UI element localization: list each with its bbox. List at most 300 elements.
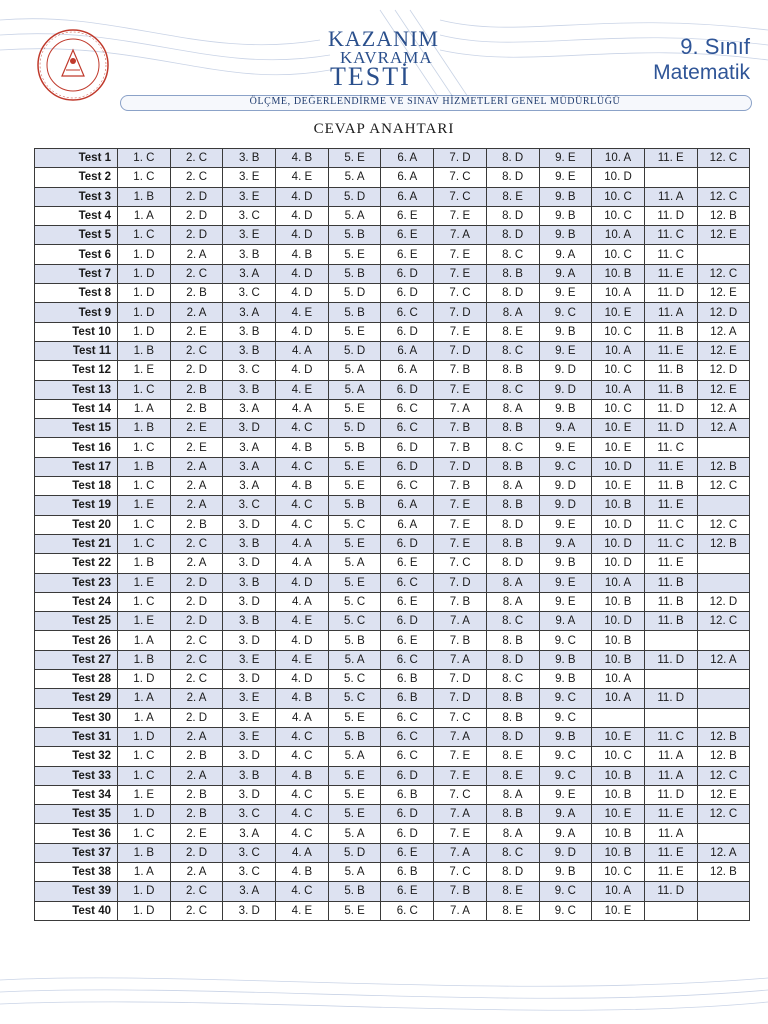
answer-cell: 9. C <box>539 689 592 708</box>
answer-cell: 4. D <box>276 226 329 245</box>
answer-cell: 4. E <box>276 650 329 669</box>
answer-cell: 11. B <box>644 322 697 341</box>
answer-cell: 3. E <box>223 689 276 708</box>
answer-cell: 2. B <box>170 515 223 534</box>
test-label-cell: Test 3 <box>35 187 118 206</box>
answer-cell: 2. A <box>170 496 223 515</box>
test-label-cell: Test 16 <box>35 438 118 457</box>
answer-cell: 6. B <box>381 785 434 804</box>
answer-cell: 12. D <box>697 361 750 380</box>
answer-cell: 7. E <box>434 515 487 534</box>
answer-cell <box>644 901 697 920</box>
answer-cell: 4. E <box>276 168 329 187</box>
answer-cell: 7. D <box>434 670 487 689</box>
answer-cell: 10. D <box>592 612 645 631</box>
test-label-cell: Test 2 <box>35 168 118 187</box>
answer-cell: 4. A <box>276 341 329 360</box>
table-row <box>35 380 750 399</box>
answer-cell: 7. A <box>434 805 487 824</box>
answer-cell: 10. B <box>592 496 645 515</box>
table-row <box>35 284 750 303</box>
answer-cell: 7. B <box>434 882 487 901</box>
test-label-cell: Test 11 <box>35 341 118 360</box>
answer-cell: 6. E <box>381 206 434 225</box>
answer-cell: 11. B <box>644 592 697 611</box>
answer-cell: 8. B <box>486 264 539 283</box>
answer-cell: 3. B <box>223 380 276 399</box>
answer-cell <box>697 670 750 689</box>
answer-cell: 1. D <box>118 303 171 322</box>
answer-cell: 6. C <box>381 650 434 669</box>
answer-cell: 12. C <box>697 515 750 534</box>
answer-cell: 7. E <box>434 264 487 283</box>
table-row <box>35 515 750 534</box>
answer-cell: 1. C <box>118 438 171 457</box>
table-row <box>35 689 750 708</box>
ministry-name: ÖLÇME, DEĞERLENDİRME VE SINAV HİZMETLERİ GENEL MÜDÜRLÜĞÜ <box>249 96 621 107</box>
answer-cell: 9. D <box>539 477 592 496</box>
answer-cell: 8. D <box>486 206 539 225</box>
answer-cell: 7. A <box>434 901 487 920</box>
answer-cell: 6. B <box>381 689 434 708</box>
answer-cell: 1. C <box>118 226 171 245</box>
answer-cell: 2. A <box>170 303 223 322</box>
answer-cell: 3. B <box>223 322 276 341</box>
answer-cell: 11. E <box>644 264 697 283</box>
answer-cell: 8. D <box>486 554 539 573</box>
test-label-cell: Test 27 <box>35 650 118 669</box>
answer-cell: 11. B <box>644 573 697 592</box>
answer-cell: 7. C <box>434 862 487 881</box>
answer-cell: 3. C <box>223 496 276 515</box>
answer-cell: 3. D <box>223 631 276 650</box>
answer-cell: 1. E <box>118 573 171 592</box>
answer-cell: 3. D <box>223 515 276 534</box>
test-label-cell: Test 37 <box>35 843 118 862</box>
answer-cell: 3. C <box>223 862 276 881</box>
answer-cell: 9. C <box>539 901 592 920</box>
answer-cell <box>697 882 750 901</box>
answer-cell: 2. C <box>170 882 223 901</box>
answer-cell: 9. D <box>539 496 592 515</box>
test-label-cell: Test 13 <box>35 380 118 399</box>
answer-cell: 6. D <box>381 284 434 303</box>
answer-cell: 9. C <box>539 882 592 901</box>
answer-cell: 2. E <box>170 824 223 843</box>
answer-cell: 8. B <box>486 534 539 553</box>
answer-cell: 4. D <box>276 206 329 225</box>
answer-cell: 3. A <box>223 457 276 476</box>
test-label-cell: Test 6 <box>35 245 118 264</box>
table-row <box>35 805 750 824</box>
answer-cell: 3. A <box>223 882 276 901</box>
answer-cell <box>697 168 750 187</box>
table-row <box>35 187 750 206</box>
answer-cell: 8. D <box>486 168 539 187</box>
answer-cell: 2. D <box>170 187 223 206</box>
answer-cell: 11. D <box>644 689 697 708</box>
answer-cell: 10. A <box>592 882 645 901</box>
answer-cell: 10. C <box>592 322 645 341</box>
answer-cell: 9. B <box>539 727 592 746</box>
answer-cell: 6. E <box>381 245 434 264</box>
answer-cell: 12. B <box>697 727 750 746</box>
answer-cell: 11. D <box>644 206 697 225</box>
answer-cell: 1. D <box>118 245 171 264</box>
answer-cell: 6. C <box>381 727 434 746</box>
answer-cell: 10. D <box>592 457 645 476</box>
table-row <box>35 226 750 245</box>
answer-cell: 7. E <box>434 206 487 225</box>
answer-cell: 4. A <box>276 399 329 418</box>
answer-cell: 9. A <box>539 534 592 553</box>
answer-cell: 8. A <box>486 824 539 843</box>
answer-cell: 12. A <box>697 650 750 669</box>
answer-cell: 2. D <box>170 612 223 631</box>
test-label-cell: Test 14 <box>35 399 118 418</box>
answer-cell: 3. D <box>223 747 276 766</box>
answer-cell: 8. C <box>486 843 539 862</box>
answer-cell: 3. D <box>223 785 276 804</box>
answer-cell <box>697 824 750 843</box>
answer-cell: 2. A <box>170 727 223 746</box>
answer-cell: 1. C <box>118 534 171 553</box>
answer-cell: 11. D <box>644 650 697 669</box>
answer-cell: 11. E <box>644 843 697 862</box>
answer-cell: 2. D <box>170 708 223 727</box>
answer-cell: 1. D <box>118 901 171 920</box>
answer-cell: 1. A <box>118 862 171 881</box>
answer-cell: 10. B <box>592 631 645 650</box>
answer-cell: 12. E <box>697 341 750 360</box>
answer-cell: 6. C <box>381 419 434 438</box>
answer-cell: 11. D <box>644 399 697 418</box>
answer-cell: 7. B <box>434 419 487 438</box>
answer-cell: 4. C <box>276 727 329 746</box>
answer-cell: 1. E <box>118 612 171 631</box>
answer-cell: 5. E <box>328 708 381 727</box>
answer-cell: 1. D <box>118 264 171 283</box>
answer-cell: 2. C <box>170 901 223 920</box>
answer-cell: 4. C <box>276 496 329 515</box>
answer-cell: 11. E <box>644 496 697 515</box>
answer-cell: 6. E <box>381 226 434 245</box>
answer-key-table <box>34 148 750 921</box>
test-label-cell: Test 22 <box>35 554 118 573</box>
answer-cell: 6. D <box>381 264 434 283</box>
answer-cell: 5. B <box>328 438 381 457</box>
answer-cell: 2. C <box>170 341 223 360</box>
test-label-cell: Test 34 <box>35 785 118 804</box>
answer-cell: 9. B <box>539 862 592 881</box>
answer-cell: 12. C <box>697 477 750 496</box>
answer-cell: 3. B <box>223 573 276 592</box>
answer-cell: 10. B <box>592 785 645 804</box>
answer-cell: 9. C <box>539 457 592 476</box>
answer-cell: 8. C <box>486 341 539 360</box>
answer-cell: 5. D <box>328 284 381 303</box>
answer-cell: 2. E <box>170 322 223 341</box>
answer-cell: 9. B <box>539 554 592 573</box>
answer-cell: 9. A <box>539 264 592 283</box>
answer-cell: 4. D <box>276 361 329 380</box>
answer-cell: 3. D <box>223 670 276 689</box>
answer-cell: 4. B <box>276 689 329 708</box>
answer-cell: 7. A <box>434 399 487 418</box>
answer-cell: 8. A <box>486 303 539 322</box>
answer-cell: 3. D <box>223 592 276 611</box>
answer-cell: 9. A <box>539 824 592 843</box>
answer-cell: 6. D <box>381 380 434 399</box>
answer-cell: 6. A <box>381 361 434 380</box>
answer-cell: 5. D <box>328 419 381 438</box>
answer-cell: 5. E <box>328 766 381 785</box>
answer-cell: 3. A <box>223 399 276 418</box>
answer-cell: 10. C <box>592 862 645 881</box>
answer-cell: 5. E <box>328 149 381 168</box>
answer-cell: 3. C <box>223 805 276 824</box>
answer-cell: 10. D <box>592 554 645 573</box>
answer-cell: 8. C <box>486 380 539 399</box>
test-label-cell: Test 25 <box>35 612 118 631</box>
answer-cell: 4. E <box>276 901 329 920</box>
answer-cell: 7. B <box>434 438 487 457</box>
answer-cell: 10. E <box>592 438 645 457</box>
answer-cell: 9. E <box>539 284 592 303</box>
answer-cell: 3. B <box>223 534 276 553</box>
answer-cell: 1. B <box>118 187 171 206</box>
answer-cell: 11. A <box>644 747 697 766</box>
answer-key-body <box>35 149 750 921</box>
answer-cell: 9. B <box>539 226 592 245</box>
answer-cell: 8. C <box>486 612 539 631</box>
answer-cell <box>697 631 750 650</box>
answer-cell: 8. E <box>486 901 539 920</box>
answer-cell: 11. E <box>644 862 697 881</box>
test-label-cell: Test 30 <box>35 708 118 727</box>
answer-cell: 10. E <box>592 901 645 920</box>
answer-cell: 7. D <box>434 457 487 476</box>
answer-cell: 9. B <box>539 650 592 669</box>
answer-cell: 12. D <box>697 303 750 322</box>
answer-cell: 3. A <box>223 303 276 322</box>
answer-cell: 11. B <box>644 380 697 399</box>
page-title: CEVAP ANAHTARI <box>313 121 455 137</box>
answer-cell: 3. C <box>223 284 276 303</box>
answer-cell: 4. A <box>276 534 329 553</box>
answer-cell <box>644 708 697 727</box>
answer-cell: 1. A <box>118 206 171 225</box>
answer-cell: 1. C <box>118 515 171 534</box>
answer-cell: 7. A <box>434 650 487 669</box>
answer-cell: 12. C <box>697 612 750 631</box>
answer-cell: 8. B <box>486 631 539 650</box>
answer-cell: 9. E <box>539 785 592 804</box>
answer-cell: 8. A <box>486 592 539 611</box>
answer-cell <box>697 554 750 573</box>
answer-cell: 1. C <box>118 380 171 399</box>
answer-cell: 12. A <box>697 399 750 418</box>
answer-cell: 9. A <box>539 245 592 264</box>
answer-cell <box>644 168 697 187</box>
answer-cell: 7. E <box>434 534 487 553</box>
test-label-cell: Test 38 <box>35 862 118 881</box>
answer-cell: 4. B <box>276 149 329 168</box>
answer-cell: 2. C <box>170 149 223 168</box>
answer-cell: 5. B <box>328 727 381 746</box>
test-label-cell: Test 28 <box>35 670 118 689</box>
answer-cell: 9. B <box>539 322 592 341</box>
answer-cell: 4. A <box>276 554 329 573</box>
answer-cell: 12. E <box>697 284 750 303</box>
answer-cell: 2. E <box>170 419 223 438</box>
answer-cell: 6. A <box>381 187 434 206</box>
answer-cell: 5. E <box>328 322 381 341</box>
answer-cell: 10. B <box>592 264 645 283</box>
test-label-cell: Test 26 <box>35 631 118 650</box>
table-row <box>35 206 750 225</box>
answer-cell: 2. A <box>170 689 223 708</box>
answer-cell: 2. D <box>170 206 223 225</box>
answer-cell: 1. B <box>118 843 171 862</box>
answer-cell: 4. B <box>276 245 329 264</box>
table-row <box>35 341 750 360</box>
test-label-cell: Test 36 <box>35 824 118 843</box>
answer-cell: 1. B <box>118 419 171 438</box>
answer-cell: 4. C <box>276 419 329 438</box>
answer-cell: 2. A <box>170 554 223 573</box>
answer-cell: 4. C <box>276 457 329 476</box>
table-row <box>35 708 750 727</box>
answer-cell: 12. C <box>697 187 750 206</box>
test-label-cell: Test 17 <box>35 457 118 476</box>
answer-cell: 1. D <box>118 805 171 824</box>
answer-cell: 5. B <box>328 226 381 245</box>
answer-cell: 8. B <box>486 361 539 380</box>
answer-cell: 4. C <box>276 747 329 766</box>
answer-cell: 10. A <box>592 226 645 245</box>
answer-cell: 2. D <box>170 592 223 611</box>
table-row <box>35 824 750 843</box>
answer-cell: 5. E <box>328 534 381 553</box>
answer-cell: 2. C <box>170 264 223 283</box>
answer-cell: 2. D <box>170 573 223 592</box>
answer-cell: 1. C <box>118 168 171 187</box>
answer-cell <box>697 438 750 457</box>
answer-cell: 1. B <box>118 554 171 573</box>
grade-subject-block <box>653 34 750 86</box>
answer-cell: 10. E <box>592 419 645 438</box>
answer-cell: 11. D <box>644 284 697 303</box>
answer-cell: 7. E <box>434 747 487 766</box>
answer-cell: 9. C <box>539 766 592 785</box>
table-row <box>35 496 750 515</box>
table-row <box>35 477 750 496</box>
answer-cell: 10. E <box>592 303 645 322</box>
answer-cell: 8. B <box>486 457 539 476</box>
answer-cell: 9. D <box>539 380 592 399</box>
answer-cell: 3. C <box>223 843 276 862</box>
test-label-cell: Test 23 <box>35 573 118 592</box>
answer-cell: 9. A <box>539 805 592 824</box>
answer-cell: 5. A <box>328 824 381 843</box>
answer-cell: 3. B <box>223 341 276 360</box>
answer-cell: 3. B <box>223 766 276 785</box>
ministry-banner <box>120 95 750 111</box>
answer-cell: 6. E <box>381 554 434 573</box>
answer-cell: 7. E <box>434 496 487 515</box>
answer-cell: 9. C <box>539 631 592 650</box>
test-label-cell: Test 40 <box>35 901 118 920</box>
answer-cell: 3. C <box>223 206 276 225</box>
answer-cell: 11. B <box>644 477 697 496</box>
table-row <box>35 573 750 592</box>
answer-cell: 12. E <box>697 785 750 804</box>
answer-cell <box>697 708 750 727</box>
answer-cell: 5. E <box>328 399 381 418</box>
answer-cell: 5. C <box>328 515 381 534</box>
answer-cell: 2. E <box>170 438 223 457</box>
answer-cell: 4. D <box>276 573 329 592</box>
answer-cell: 11. A <box>644 766 697 785</box>
answer-cell: 5. B <box>328 631 381 650</box>
answer-cell: 1. C <box>118 592 171 611</box>
test-label-cell: Test 21 <box>35 534 118 553</box>
answer-cell: 1. E <box>118 785 171 804</box>
answer-cell: 6. A <box>381 149 434 168</box>
answer-cell: 6. B <box>381 670 434 689</box>
answer-cell: 1. D <box>118 882 171 901</box>
answer-cell: 5. C <box>328 592 381 611</box>
answer-cell: 4. C <box>276 515 329 534</box>
answer-cell: 12. C <box>697 264 750 283</box>
answer-cell: 10. E <box>592 805 645 824</box>
answer-cell <box>697 245 750 264</box>
answer-cell: 9. E <box>539 515 592 534</box>
answer-cell: 11. E <box>644 554 697 573</box>
answer-cell: 7. B <box>434 477 487 496</box>
answer-cell: 6. C <box>381 747 434 766</box>
answer-cell: 7. E <box>434 380 487 399</box>
answer-cell: 11. C <box>644 727 697 746</box>
answer-cell: 2. D <box>170 226 223 245</box>
answer-cell: 3. B <box>223 149 276 168</box>
test-label-cell: Test 12 <box>35 361 118 380</box>
answer-cell: 7. D <box>434 149 487 168</box>
answer-cell: 6. D <box>381 322 434 341</box>
answer-cell: 6. A <box>381 496 434 515</box>
answer-cell: 3. A <box>223 438 276 457</box>
table-row <box>35 419 750 438</box>
answer-cell: 5. E <box>328 573 381 592</box>
answer-cell <box>592 708 645 727</box>
answer-cell: 1. D <box>118 670 171 689</box>
answer-cell: 1. C <box>118 824 171 843</box>
answer-cell: 6. D <box>381 805 434 824</box>
test-label-cell: Test 31 <box>35 727 118 746</box>
test-label-cell: Test 35 <box>35 805 118 824</box>
table-row <box>35 264 750 283</box>
table-row <box>35 399 750 418</box>
answer-cell: 6. D <box>381 457 434 476</box>
answer-cell: 5. A <box>328 361 381 380</box>
answer-cell: 6. A <box>381 341 434 360</box>
answer-cell: 1. E <box>118 361 171 380</box>
answer-cell: 7. A <box>434 843 487 862</box>
answer-cell: 7. C <box>434 554 487 573</box>
table-row <box>35 322 750 341</box>
footer-background-lines <box>0 960 768 1024</box>
